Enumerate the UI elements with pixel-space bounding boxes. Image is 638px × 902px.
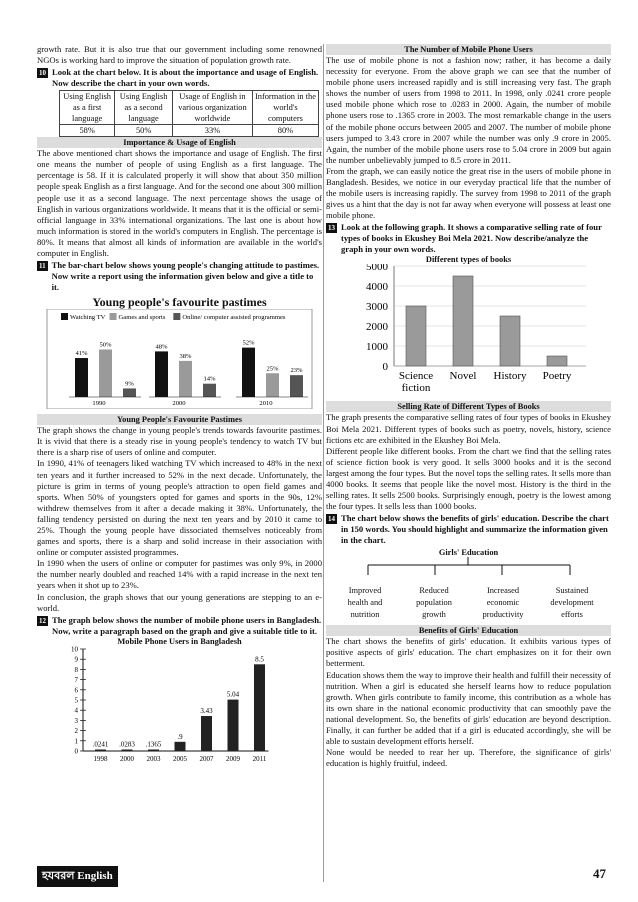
table-header: Information in the world's computers bbox=[252, 91, 318, 125]
x-tick-label: 2005 bbox=[173, 754, 187, 763]
question-number: 10 bbox=[39, 69, 46, 78]
legend-label: Online/ computer assisted programmes bbox=[182, 314, 286, 322]
category-label: Science bbox=[398, 370, 434, 383]
node-line: Reduced bbox=[419, 586, 449, 596]
category-label: History bbox=[493, 370, 527, 383]
data-label: 52% bbox=[242, 339, 255, 347]
y-tick-label: 5000 bbox=[366, 264, 388, 274]
y-tick-label: 1 bbox=[74, 737, 78, 746]
answer-paragraph: The graph presents the comparative selling rates of four types of books in Ekushey Boi Mela 2021. Different types of books such as poetry, novels, history, science fictions etc are exhibited in the Ekushey Boi Mela. bbox=[326, 412, 611, 445]
diagram-connectors bbox=[326, 557, 611, 575]
girls-education-diagram bbox=[326, 548, 611, 621]
section-heading: Benefits of Girls' Education bbox=[326, 625, 611, 636]
table-cell: 50% bbox=[115, 125, 173, 137]
node-line: growth bbox=[422, 610, 446, 620]
chart-bar bbox=[266, 373, 279, 397]
question-number: 11 bbox=[39, 262, 46, 271]
legend-label: Games and sports bbox=[118, 314, 166, 322]
data-label: 50% bbox=[99, 341, 112, 349]
chart-bar bbox=[201, 716, 212, 751]
chart-bar bbox=[254, 664, 265, 751]
category-label: Novel bbox=[449, 370, 477, 383]
legend-swatch bbox=[61, 313, 68, 320]
table-cell: 33% bbox=[172, 125, 252, 137]
y-tick-label: 4 bbox=[74, 706, 78, 715]
x-tick-label: 2003 bbox=[146, 754, 161, 763]
pastimes-chart-svg bbox=[37, 309, 322, 409]
right-column bbox=[326, 44, 611, 769]
table-header: Using English as a second language bbox=[115, 91, 173, 125]
chart-bar bbox=[406, 306, 426, 366]
left-column bbox=[37, 44, 322, 769]
node-line: Increased bbox=[486, 586, 520, 596]
chart-bar bbox=[453, 276, 473, 366]
books-chart-svg bbox=[326, 264, 611, 396]
question-14 bbox=[326, 513, 611, 546]
answer-paragraph: The graph shows the change in young people's trends towards favourite pastimes. It is vivid that there is a steady rise in young people's tendency to watch TV but there is a sharp rise of users of online and computer. bbox=[37, 425, 322, 458]
question-number: 13 bbox=[328, 224, 335, 233]
category-label: 1990 bbox=[92, 400, 106, 408]
question-number: 14 bbox=[328, 515, 335, 524]
x-tick-label: 2007 bbox=[199, 754, 214, 763]
node-line: productivity bbox=[482, 610, 524, 620]
chart-bar bbox=[155, 352, 168, 398]
node-line: Improved bbox=[348, 586, 382, 596]
data-label: 48% bbox=[155, 343, 168, 351]
chart-bar bbox=[175, 742, 186, 751]
footer-brand: হযবরল English bbox=[37, 866, 118, 887]
node-line: population bbox=[416, 598, 452, 608]
data-label: 25% bbox=[266, 365, 279, 373]
y-tick-label: 8 bbox=[74, 665, 78, 674]
category-label: Poetry bbox=[542, 370, 572, 383]
x-tick-label: 2009 bbox=[226, 754, 240, 763]
y-tick-label: 9 bbox=[74, 655, 78, 664]
chart-title: Mobile Phone Users in Bangladesh bbox=[117, 636, 242, 646]
node-line: nutrition bbox=[350, 610, 380, 620]
diagram-title: Girls' Education bbox=[438, 548, 499, 558]
chart-bar bbox=[99, 350, 112, 398]
english-usage-table bbox=[59, 90, 319, 137]
chart-bar bbox=[122, 749, 133, 751]
question-text: The bar-chart below shows young people's changing attitude to pastimes. Now write a report using the information given below and give a title to it. bbox=[51, 260, 320, 293]
data-label: .0241 bbox=[92, 740, 109, 749]
y-tick-label: 2 bbox=[74, 726, 78, 735]
category-label: 2010 bbox=[259, 400, 273, 408]
page-number: 47 bbox=[593, 866, 606, 881]
chart-bar bbox=[75, 358, 88, 397]
answer-paragraph: The use of mobile phone is not a fashion now; rather, it has become a daily necessity for everyone. From the above graph we can see that the number of mobile phone users increased rapidly and is still increasing very fast. The graph shows the number of users from 1998 to 2011. In 1998, only .0241 crore people used mobile phone which rose to .0283 in 2000. Again, the number of mobile phone users rose to .1365 crore in 2003. The most remarkable change in the users of the mobile phone occurs between 2005 and 2007. The number of mobile phone users jumped to 3.43 crore in 2007 while the number was only .9 crore in 2005. Again, the number of the mobile phone users rose to 5.04 crore in 2009 but again the number unbelievably jumped to 8.5 crore in 2011. bbox=[326, 55, 611, 165]
section-heading: The Number of Mobile Phone Users bbox=[326, 44, 611, 55]
chart-bar bbox=[500, 316, 520, 366]
answer-paragraph: None would be needed to rear her up. Therefore, the significance of girls' education is highly fruitful, indeed. bbox=[326, 747, 611, 769]
question-text: The graph below shows the number of mobile phone users in Bangladesh. Now, write a paragraph based on the graph and give a suitable title to it. bbox=[52, 614, 322, 636]
chart-bar bbox=[95, 749, 106, 751]
node-line: health and bbox=[347, 598, 383, 608]
data-label: 23% bbox=[290, 367, 303, 375]
y-tick-label: 6 bbox=[74, 686, 78, 695]
data-label: 9% bbox=[125, 380, 134, 388]
y-tick-label: 3 bbox=[74, 716, 78, 725]
category-label: 2000 bbox=[172, 400, 186, 408]
question-number: 12 bbox=[39, 616, 46, 625]
y-tick-label: 4000 bbox=[366, 281, 388, 294]
y-tick-label: 7 bbox=[74, 675, 78, 684]
data-label: .1365 bbox=[145, 740, 162, 749]
answer-paragraph: From the graph, we can easily notice the great rise in the users of mobile phone in Bangladesh. Besides, we notice in our everyday practical life that the number of the mobile users is increasing rapidly. The survey from 1998 to 2011 of the graph gives us a hint that the day is not far away when everyone will possess at least one mobile phone. bbox=[326, 165, 611, 221]
answer-paragraph: In 1990 when the users of online or computer for pastimes was only 9%, in 2000 the number nearly doubled and reached 14% with a rapid increase in the next ten years when it shot up to 23%. bbox=[37, 558, 322, 591]
data-label: 5.04 bbox=[226, 690, 240, 699]
answer-paragraph: The above mentioned chart shows the importance and usage of English. The first one means the number of people of using English as a first language. The percentage is 58. If it is calculated properly it will show that about 350 million people speak English as a first language. And for the second one about 300 million people use it as a second language. The next percentage shows the usage of English in various organizations worldwide. It means that it is the official or semi-official language in 33% international organizations. The last one is about how much information is stored in the world's computers in English. The percentage is 80%. It means that almost all kinds of information are available in the world's computer in English. bbox=[37, 148, 322, 259]
answer-paragraph: The chart shows the benefits of girls' education. It exhibits various types of positive aspects of girls' education. The chart emphasizes on it for their own betterment. bbox=[326, 636, 611, 669]
diagram-node bbox=[541, 585, 603, 621]
chart-title: Different types of books bbox=[425, 255, 512, 265]
question-text: Look at the following graph. It shows a comparative selling rate of four types of books in Ekushey Boi Mela 2021. Now describe/analyze the graph in your own words. bbox=[341, 222, 602, 255]
legend-swatch bbox=[173, 313, 180, 320]
diagram-node bbox=[403, 585, 465, 621]
y-tick-label: 2000 bbox=[366, 321, 388, 334]
question-10 bbox=[37, 67, 322, 89]
answer-paragraph: Education shows them the way to improve their health and fulfill their necessity of nutrition. When a girl is educated she herself learns how to reduce population growth. When girls contribute to family income, this contribution as a whole has its own share in the national economic productivity that can smoothly pave the national development. So, the benefits of girls' education are beyond description. Finally, it can further be added that if a girl is educated accordingly, she will be able to sustain development efforts herself. bbox=[326, 669, 611, 747]
category-label: fiction bbox=[401, 382, 431, 395]
diagram-node bbox=[472, 585, 534, 621]
y-tick-label: 10 bbox=[71, 645, 78, 654]
node-line: development bbox=[550, 598, 594, 608]
chart-bar bbox=[179, 361, 192, 397]
mobile-chart bbox=[37, 637, 322, 769]
chart-title: Young people's favourite pastimes bbox=[92, 295, 267, 310]
mobile-chart-svg bbox=[37, 646, 322, 764]
data-label: 41% bbox=[75, 350, 88, 358]
diagram-node bbox=[334, 585, 396, 621]
answer-paragraph: In 1990, 41% of teenagers liked watching TV which increased to 48% in the next ten years and it further increased to 52% in the next decade. Unfortunately, the picture is grim in terms of young people's attraction to open field games and sports. When 50% of youngsters opted for games and sports in the 90s, 12% withdrew themselves from it after a decade making it 38%. Unfortunately, the falling tendency persisted on during the next ten years and by 2010 it came to 25%. Though the young people have dissociated themselves noticeably from games and sports, there is a sharp and solid increase in their association with online or computer assisted programmes. bbox=[37, 458, 322, 558]
answer-paragraph: In conclusion, the graph shows that our young generations are stepping to an e-world. bbox=[37, 591, 322, 613]
table-header: Usage of English in various organization worldwide bbox=[172, 91, 252, 125]
node-line: Sustained bbox=[555, 586, 589, 596]
chart-bar bbox=[203, 384, 216, 397]
chart-bar bbox=[290, 375, 303, 397]
intro-paragraph: growth rate. But it is also true that our government including some renowned NGOs is working hard to improve the situation of population growth rate. bbox=[37, 44, 322, 66]
column-divider bbox=[323, 44, 324, 882]
data-label: 14% bbox=[203, 375, 216, 383]
question-text: The chart below shows the benefits of girls' education. Describe the chart in 150 words. You should highlight and summarize the information given in the chart. bbox=[341, 513, 609, 546]
question-13 bbox=[326, 222, 611, 255]
y-tick-label: 0 bbox=[74, 747, 78, 756]
chart-bar bbox=[228, 699, 239, 750]
data-label: 3.43 bbox=[200, 706, 213, 715]
section-heading: Importance & Usage of English bbox=[37, 137, 322, 148]
section-heading: Selling Rate of Different Types of Books bbox=[326, 401, 611, 412]
pastimes-chart bbox=[37, 295, 322, 414]
table-cell: 80% bbox=[252, 125, 318, 137]
y-tick-label: 1000 bbox=[366, 341, 388, 354]
data-label: .9 bbox=[177, 732, 183, 741]
node-line: economic bbox=[486, 598, 520, 608]
chart-bar bbox=[242, 348, 255, 397]
y-tick-label: 0 bbox=[382, 361, 388, 374]
data-label: .0283 bbox=[119, 740, 135, 749]
data-label: 8.5 bbox=[255, 655, 264, 664]
legend-swatch bbox=[110, 313, 117, 320]
x-tick-label: 2000 bbox=[120, 754, 134, 763]
y-tick-label: 5 bbox=[74, 696, 78, 705]
y-tick-label: 3000 bbox=[366, 301, 388, 314]
section-heading: Young People's Favourite Pastimes bbox=[37, 414, 322, 425]
answer-paragraph: Different people like different books. From the chart we find that the selling rates of science fiction book is very good. It sells 3000 books and it is the second largest among the four types. But the novel tops the selling rates. It sells more than 4000 books. It seems that people like the novel most. History is the third in the selling rates. It sells 2500 books. Surprisingly enough, poetry is the lowest among the four types. It sells less than 1000 books. bbox=[326, 445, 611, 512]
question-12 bbox=[37, 615, 322, 637]
legend-label: Watching TV bbox=[70, 314, 106, 322]
books-chart bbox=[326, 255, 611, 401]
data-label: 38% bbox=[179, 353, 192, 361]
x-tick-label: 1998 bbox=[93, 754, 108, 763]
node-line: efforts bbox=[561, 610, 583, 620]
chart-bar bbox=[148, 749, 159, 751]
chart-bar bbox=[547, 356, 567, 366]
table-cell: 58% bbox=[60, 125, 115, 137]
question-text: Look at the chart below. It is about the importance and usage of English. Now describe the chart in your own words. bbox=[52, 67, 319, 89]
table-header: Using English as a first language bbox=[60, 91, 115, 125]
chart-bar bbox=[123, 389, 136, 398]
x-tick-label: 2011 bbox=[252, 754, 267, 763]
question-11 bbox=[37, 260, 322, 293]
